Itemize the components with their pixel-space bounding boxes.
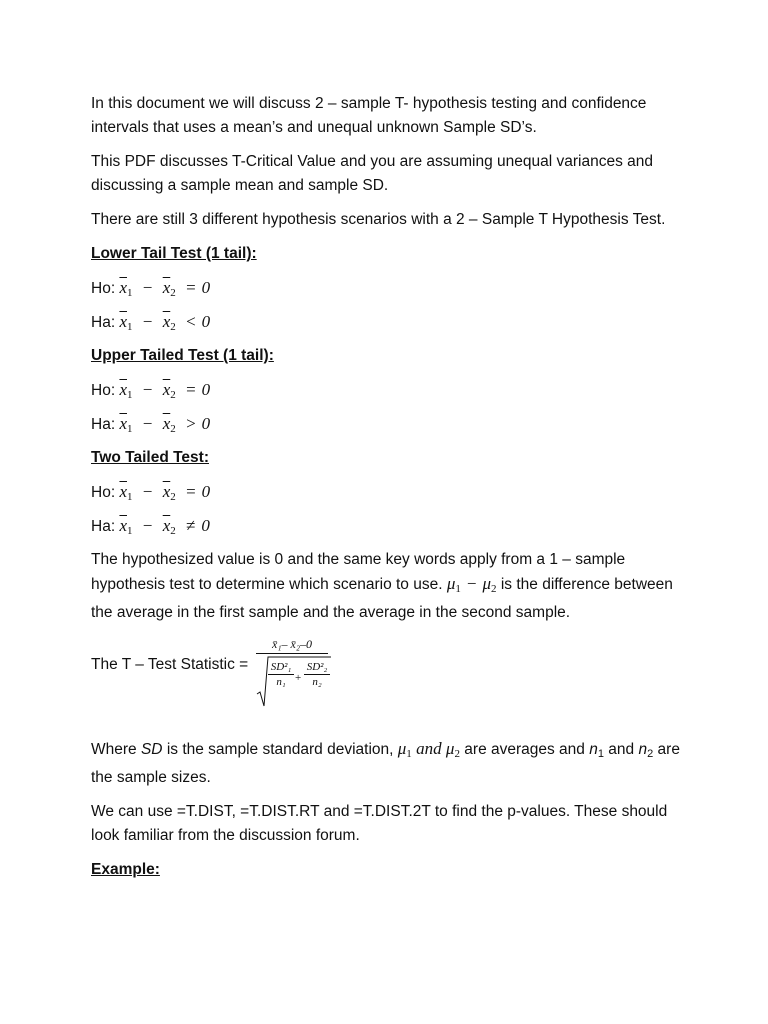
where-text-pre: Where — [91, 741, 137, 758]
ha-operator: > — [186, 414, 196, 433]
lower-tail-heading: Lower Tail Test (1 tail): — [91, 245, 257, 262]
x-bar-1: $\overline{x}_1$ — [119, 414, 133, 435]
n2-letter: n — [638, 741, 648, 758]
x-bar-1: $\overline{x}_1$ — [119, 278, 133, 299]
ha-rhs: 0 — [201, 516, 210, 535]
where-and: and — [608, 741, 635, 758]
two-tailed-null-hypothesis: Ho: $\overline{x}_1 - \overline{x}_2 = 0$ — [91, 482, 211, 503]
sd-term: SD — [140, 741, 163, 758]
x-bar-2: $\overline{x}_2$ — [162, 482, 176, 503]
upper-tail-alt-hypothesis: Ha: $\overline{x}_1 - \overline{x}_2 > 0$ — [91, 414, 211, 435]
hypothesized-text-pre: The hypothesized value is 0 and the same key words apply from a 1 – sample hypothesis test to determine which scenario to use. — [91, 551, 626, 593]
ha-operator: ≠ — [186, 516, 196, 535]
x-bar-1: $\overline{x}_1$ — [119, 312, 133, 333]
where-paragraph — [91, 737, 691, 790]
example-heading: Example: — [91, 861, 160, 878]
ho-label: Ho: — [91, 280, 116, 297]
n1-sub: 1 — [597, 748, 604, 760]
intro-paragraph-3: There are still 3 different hypothesis scenarios with a 2 – Sample T Hypothesis Test. — [91, 211, 666, 228]
ho-rhs: 0 — [201, 380, 211, 399]
document-body — [91, 92, 691, 892]
ha-label: Ha: — [91, 314, 116, 331]
x-bar-2: $\overline{x}_2$ — [162, 312, 176, 333]
lower-tail-alt-hypothesis: Ha: $\overline{x}_1 - \overline{x}_2 < 0$ — [91, 312, 211, 333]
n1: n₁ — [276, 676, 286, 688]
sd2-squared: SD²₂ — [306, 661, 328, 673]
formula-label: The T – Test Statistic = — [91, 656, 249, 673]
mu-1: $\mu_1$ — [397, 739, 412, 760]
ho-operator: = — [186, 278, 196, 297]
intro-paragraph-1: In this document we will discuss 2 – sample T- hypothesis testing and confidence intervals that uses a mean’s and unequal unknown Sample SD’s. — [91, 95, 647, 136]
ho-rhs: 0 — [201, 278, 211, 297]
intro-paragraph-2: This PDF discusses T-Critical Value and you are assuming unequal variances and discussing a sample mean and sample SD. — [91, 153, 654, 194]
x-bar-2: $\overline{x}_2$ — [162, 414, 176, 435]
n2-sub: 2 — [647, 748, 654, 760]
where-text-mid: is the sample standard deviation, — [166, 741, 394, 758]
ho-operator: = — [186, 380, 196, 399]
upper-tail-heading: Upper Tailed Test (1 tail): — [91, 347, 274, 364]
ho-rhs: 0 — [201, 482, 211, 501]
ho-label: Ho: — [91, 484, 116, 501]
formula-term-1 — [268, 660, 294, 689]
ha-rhs: 0 — [201, 312, 211, 331]
formula-term-2 — [304, 660, 330, 689]
and-math: and — [416, 739, 442, 758]
x-bar-2: $\overline{x}_2$ — [162, 278, 176, 299]
x-bar-2: $\overline{x}_2$ — [162, 380, 176, 401]
ho-label: Ho: — [91, 382, 116, 399]
x-bar-2: $\overline{x}_2$ — [162, 516, 176, 537]
mu-difference: $\mu_1 - \mu_2$ — [446, 574, 497, 595]
mu-2: $\mu_2$ — [445, 739, 460, 760]
ha-label: Ha: — [91, 518, 116, 535]
where-text-tail: are the sample sizes. — [91, 741, 680, 786]
formula-denominator — [256, 654, 328, 712]
ha-rhs: 0 — [201, 414, 211, 433]
upper-tail-null-hypothesis: Ho: $\overline{x}_1 - \overline{x}_2 = 0$ — [91, 380, 211, 401]
hypothesized-value-paragraph — [91, 548, 691, 625]
t-test-statistic-formula — [91, 635, 691, 723]
x-bar-1: $\overline{x}_1$ — [119, 380, 133, 401]
lower-tail-null-hypothesis: Ho: $\overline{x}_1 - \overline{x}_2 = 0$ — [91, 278, 211, 299]
two-tailed-alt-hypothesis: Ha: $\overline{x}_1 - \overline{x}_2 \ne 0$ — [91, 516, 210, 537]
n2-term — [638, 741, 653, 758]
plus-sign: + — [295, 672, 302, 684]
n2: n₂ — [312, 676, 322, 688]
two-tailed-heading: Two Tailed Test: — [91, 449, 209, 466]
tdist-paragraph: We can use =T.DIST, =T.DIST.RT and =T.DIST.2T to find the p-values. These should look familiar from the discussion forum. — [91, 803, 668, 844]
ha-operator: < — [186, 312, 196, 331]
hypothesized-text-post: is the difference between the average in the first sample and the average in the second sample. — [91, 576, 673, 621]
ha-label: Ha: — [91, 416, 116, 433]
formula-fraction — [256, 635, 328, 712]
formula-numerator: x̄₁– x̄₂–0 — [272, 637, 312, 651]
x-bar-1: $\overline{x}_1$ — [119, 516, 133, 537]
ho-operator: = — [186, 482, 196, 501]
n1-letter: n — [589, 741, 598, 758]
sd1-squared: SD²₁ — [270, 661, 292, 673]
x-bar-1: $\overline{x}_1$ — [119, 482, 133, 503]
where-text-post: are averages and — [464, 741, 585, 758]
n1-term — [589, 741, 604, 758]
